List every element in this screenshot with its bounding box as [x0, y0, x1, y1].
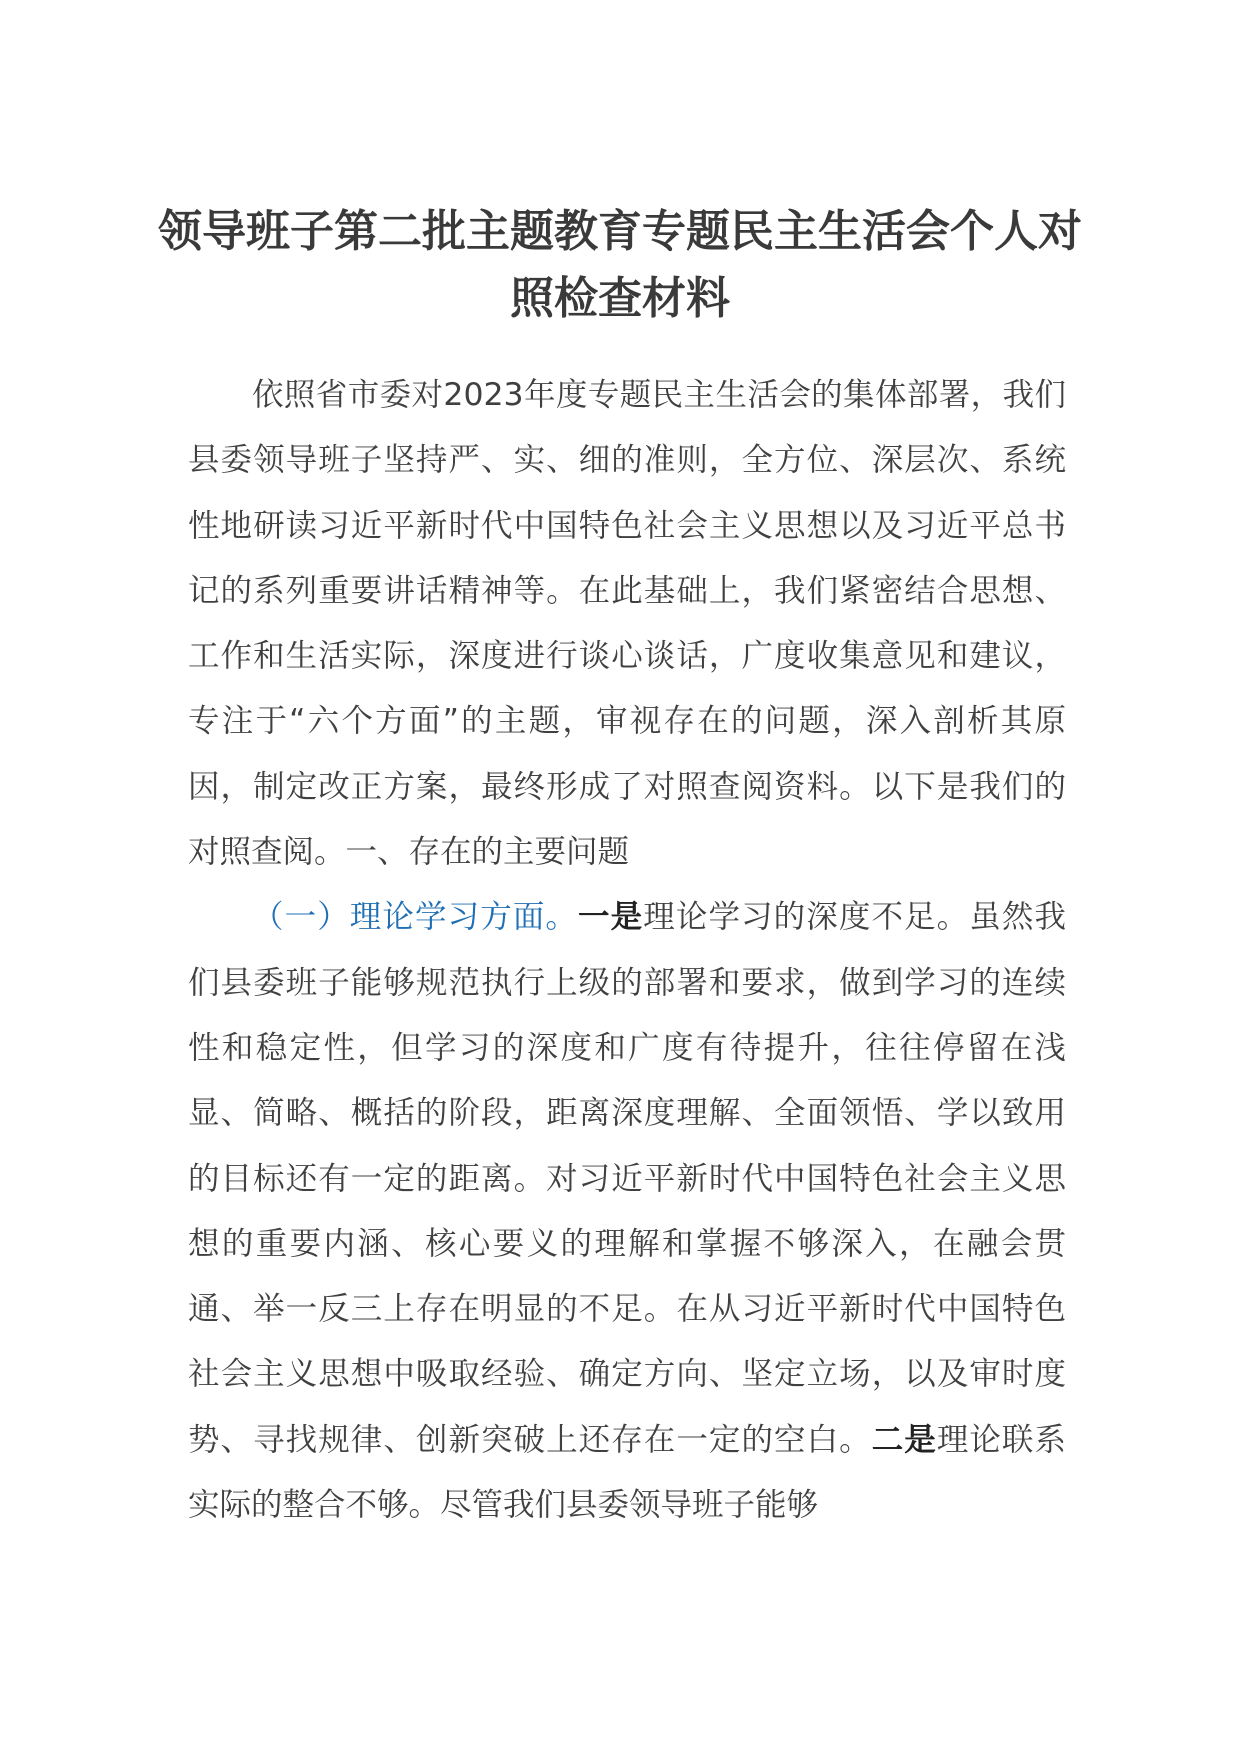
section-1-heading: （一）理论学习方面。 — [252, 899, 579, 936]
intro-paragraph: 依照省市委对2023年度专题民主生活会的集体部署，我们县委领导班子坚持严、实、细的准则，全方位、深层次、系统性地研读习近平新时代中国特色社会主义思想以及习近平总书记的系列重要讲话精神等。在此基础上，我们紧密结合思想、工作和生活实际，深度进行谈心谈话，广度收集意见和建议，专注于“六个方面”的主题，审视存在的问题，深入剖析其原因，制定改正方案，最终形成了对照查阅资料。以下是我们的对照查阅。一、存在的主要问题 — [188, 377, 1066, 871]
document-title: 领导班子第二批主题教育专题民主生活会个人对照检查材料 — [158, 206, 1082, 324]
point-2-text: 理论联系实际的整合不够。尽管我们县委领导班子能够 — [188, 1421, 1066, 1524]
document-body — [188, 363, 1066, 1538]
point-1-lead: 一是 — [578, 899, 644, 936]
point-1-text: 理论学习的深度不足。虽然我们县委班子能够规范执行上级的部署和要求，做到学习的连续性和稳定性，但学习的深度和广度有待提升，往往停留在浅显、简略、概括的阶段，距离深度理解、全面领悟、学以致用的目标还有一定的距离。对习近平新时代中国特色社会主义思想的重要内涵、核心要义的理解和掌握不够深入，在融会贯通、举一反三上存在明显的不足。在从习近平新时代中国特色社会主义思想中吸取经验、确定方向、坚定立场，以及审时度势、寻找规律、创新突破上还存在一定的空白。 — [188, 899, 1066, 1458]
point-2-lead: 二是 — [871, 1421, 937, 1458]
section-1-paragraph — [188, 885, 1066, 1538]
